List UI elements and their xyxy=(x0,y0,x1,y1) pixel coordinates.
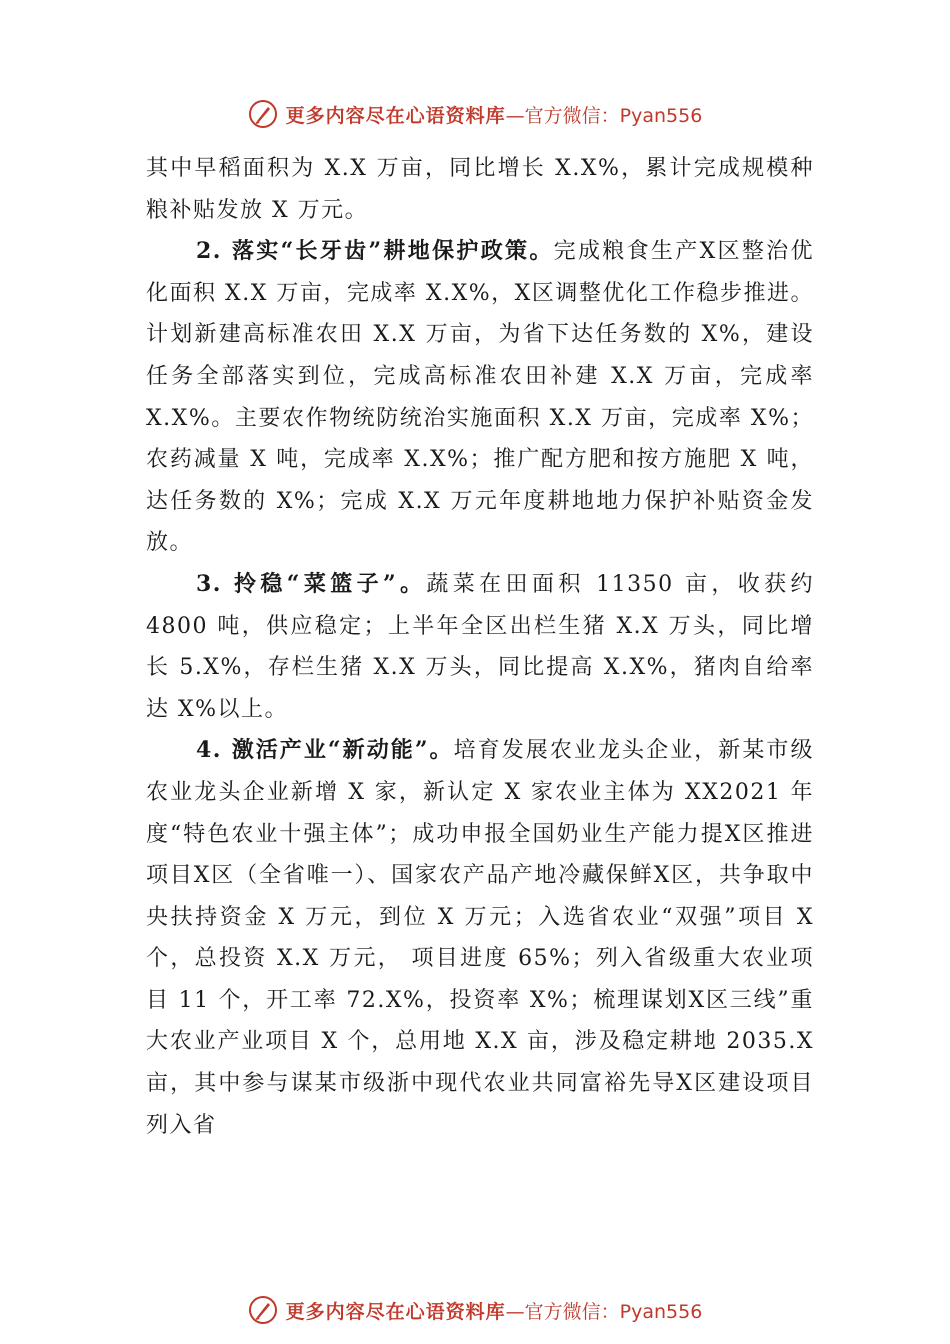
paragraph-2 xyxy=(146,231,814,564)
paragraph-3 xyxy=(146,564,814,730)
banner-brand: 更多内容尽在心语资料库 xyxy=(285,104,506,127)
header-banner xyxy=(0,94,950,134)
paragraph-4 xyxy=(146,730,814,1146)
quill-logo-icon xyxy=(248,1295,278,1325)
quill-logo-icon xyxy=(248,99,278,129)
document-body xyxy=(146,148,814,1146)
footer-banner xyxy=(0,1290,950,1330)
banner-contact: —官方微信：Pyan556 xyxy=(505,1300,703,1323)
banner-contact: —官方微信：Pyan556 xyxy=(505,104,703,127)
paragraph-text: 其中早稻面积为 X.X 万亩，同比增长 X.X%，累计完成规模种粮补贴发放 X 万元。 xyxy=(146,156,814,223)
banner-brand: 更多内容尽在心语资料库 xyxy=(285,1300,506,1323)
paragraph-heading: 4. 激活产业“新动能”。 xyxy=(196,737,454,764)
paragraph-1 xyxy=(146,148,814,231)
paragraph-text: 蔬菜在田面积 11350 亩，收获约 4800 吨，供应稳定；上半年全区出栏生猪 X.X 万头，同比增长 5.X%，存栏生猪 X.X 万头，同比提高 X.X%，猪肉自给率达 X%以上。 xyxy=(146,571,814,722)
paragraph-text: 培育发展农业龙头企业，新某市级农业龙头企业新增 X 家，新认定 X 家农业主体为 XX2021 年度“特色农业十强主体”；成功申报全国奶业生产能力提X区推进项目X区（全省唯一）、国家农产品产地冷藏保鲜X区，共争取中央扶持资金 X 万元，到位 X 万元；入选省农业“双强”项目 X 个，总投资 X.X 万元， 项目进度 65%；列入省级重大农业项目 11 个，开工率 72.X%，投资率 X%；梳理谋划X区三线”重大农业产业项目 X 个，总用地 X.X 亩，涉及稳定耕地 2035.X 亩，其中参与谋某市级浙中现代农业共同富裕先导X区建设项目列入省 xyxy=(146,738,814,1138)
paragraph-heading: 2. 落实“长牙齿”耕地保护政策。 xyxy=(196,238,554,265)
paragraph-text: 完成粮食生产X区整治优化面积 X.X 万亩，完成率 X.X%，X区调整优化工作稳步推进。计划新建高标准农田 X.X 万亩，为省下达任务数的 X%，建设任务全部落实到位，完成高标准农田补建 X.X 万亩，完成率 X.X%。主要农作物统防统治实施面积 X.X 万亩，完成率 X%；农药减量 X 吨，完成率 X.X%；推广配方肥和按方施肥 X 吨，达任务数的 X%；完成 X.X 万元年度耕地地力保护补贴资金发放。 xyxy=(146,239,814,556)
paragraph-heading: 3. 拎稳“菜篮子”。 xyxy=(196,570,427,597)
